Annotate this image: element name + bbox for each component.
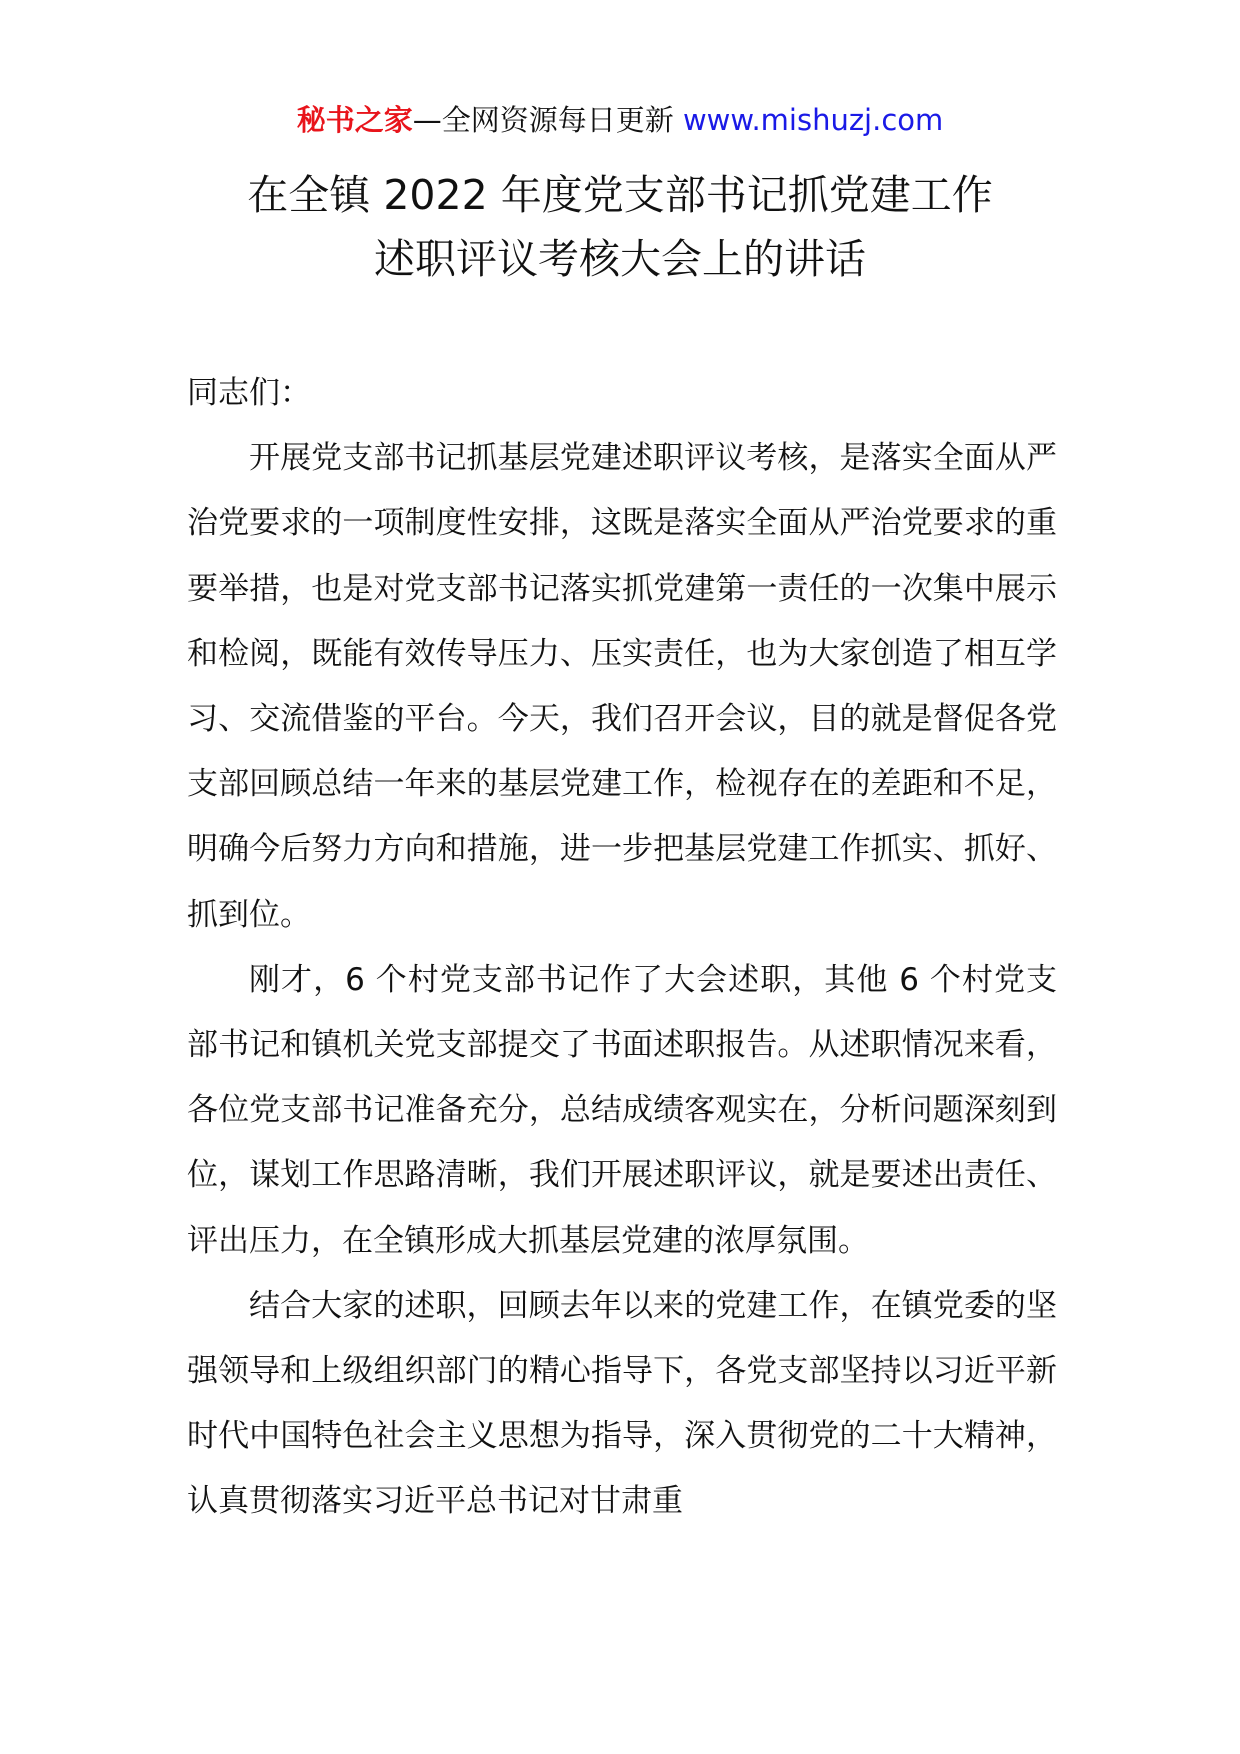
paragraph-3: 结合大家的述职，回顾去年以来的党建工作，在镇党委的坚强领导和上级组织部门的精心指导下，各党支部坚持以习近平新时代中国特色社会主义思想为指导，深入贯彻党的二十大精神，认真贯彻落实习近平总书记对甘肃重 <box>187 1287 1057 1520</box>
document-title <box>0 163 1240 291</box>
site-header <box>0 100 1240 140</box>
header-tagline: —全网资源每日更新 <box>412 103 674 137</box>
title-line-1: 在全镇 2022 年度党支部书记抓党建工作 <box>247 171 993 219</box>
site-url-link[interactable]: www.mishuzj.com <box>682 103 944 137</box>
salutation: 同志们： <box>187 375 311 411</box>
paragraph-1: 开展党支部书记抓基层党建述职评议考核，是落实全面从严治党要求的一项制度性安排，这既是落实全面从严治党要求的重要举措，也是对党支部书记落实抓党建第一责任的一次集中展示和检阅，既能有效传导压力、压实责任，也为大家创造了相互学习、交流借鉴的平台。今天，我们召开会议，目的就是督促各党支部回顾总结一年来的基层党建工作，检视存在的差距和不足，明确今后努力方向和措施，进一步把基层党建工作抓实、抓好、抓到位。 <box>187 440 1057 933</box>
paragraph-2: 刚才，6 个村党支部书记作了大会述职，其他 6 个村党支部书记和镇机关党支部提交了书面述职报告。从述职情况来看，各位党支部书记准备充分，总结成绩客观实在，分析问题深刻到位，谋划工作思路清晰，我们开展述职评议，就是要述出责任、评出压力，在全镇形成大抓基层党建的浓厚氛围。 <box>187 961 1057 1259</box>
title-line-2: 述职评议考核大会上的讲话 <box>374 235 866 283</box>
document-body <box>187 361 1057 1535</box>
brand-name: 秘书之家 <box>296 103 413 137</box>
